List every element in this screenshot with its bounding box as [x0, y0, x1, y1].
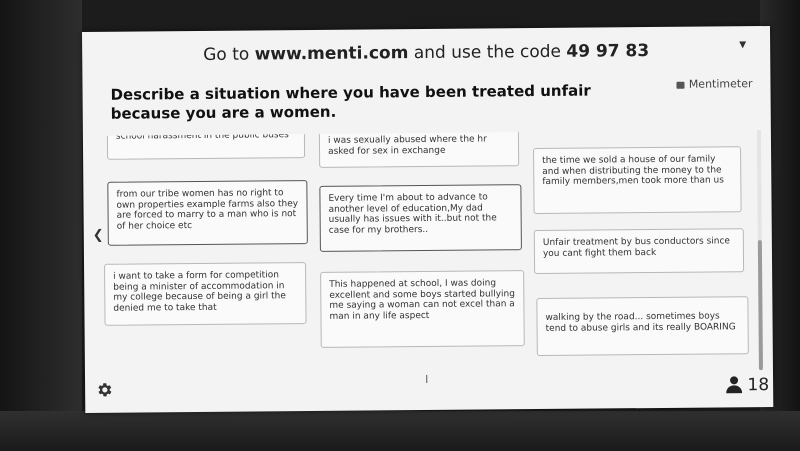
- response-card: [533, 146, 742, 214]
- response-text: the time we sold a house of our family and when distributing the money to the family members,men took more than us: [542, 154, 724, 187]
- response-text: from our tribe women has no right to own properties example farms also they are forced to marry to a man who is not of her choice etc: [116, 188, 299, 232]
- room-wall-left: [0, 0, 82, 451]
- response-card: [536, 296, 748, 356]
- collapse-arrow-icon[interactable]: ▼: [739, 40, 747, 51]
- projection-screen: [82, 26, 773, 413]
- response-card: [319, 184, 522, 252]
- response-card: [107, 180, 308, 246]
- response-card: [320, 270, 525, 348]
- responses-wall: [83, 130, 773, 372]
- join-instructions: [82, 40, 770, 66]
- response-card: [319, 130, 519, 168]
- question-title: Describe a situation where you have been treated unfair because you are a women.: [110, 81, 591, 123]
- mentimeter-brand: [677, 77, 753, 91]
- response-text: walking by the road... sometimes boys tend to abuse girls and its really BOARING: [545, 311, 736, 334]
- response-card: [107, 130, 305, 160]
- room-floor: [0, 411, 800, 451]
- brand-label: Mentimeter: [688, 77, 753, 91]
- mentimeter-logo-icon: [677, 81, 685, 88]
- instruction-text: and use the code: [413, 41, 562, 64]
- response-text: Unfair treatment by bus conductors since you cant fight them back: [542, 236, 731, 259]
- response-card: [104, 262, 307, 326]
- response-text: This happened at school, I was doing excellent and some boys started bullying me saying a woman can not excel than a man in any life aspect: [329, 278, 516, 322]
- response-text: i was sexually abused where the hr asked for sex in exchange: [327, 134, 487, 157]
- voting-code: 49 97 83: [566, 41, 650, 62]
- response-text: school harassment in the public buses: [115, 130, 289, 142]
- gear-icon[interactable]: [95, 381, 113, 399]
- go-to-text: Go to: [203, 44, 250, 65]
- participant-count: 18: [747, 375, 770, 396]
- text-cursor-icon: I: [424, 372, 429, 387]
- response-text: Every time I'm about to advance to another level of education,My dad usually has issues with it..but not the case for my brothers..: [328, 192, 497, 236]
- response-text: i want to take a form for competition being a minister of accommodation in my college because of being a girl the denied me to take that: [113, 270, 286, 314]
- participant-counter: [726, 375, 769, 395]
- menti-url[interactable]: www.menti.com: [254, 43, 409, 65]
- chevron-left-icon[interactable]: ❮: [92, 227, 104, 243]
- response-card: [534, 228, 744, 274]
- person-icon: [726, 375, 742, 393]
